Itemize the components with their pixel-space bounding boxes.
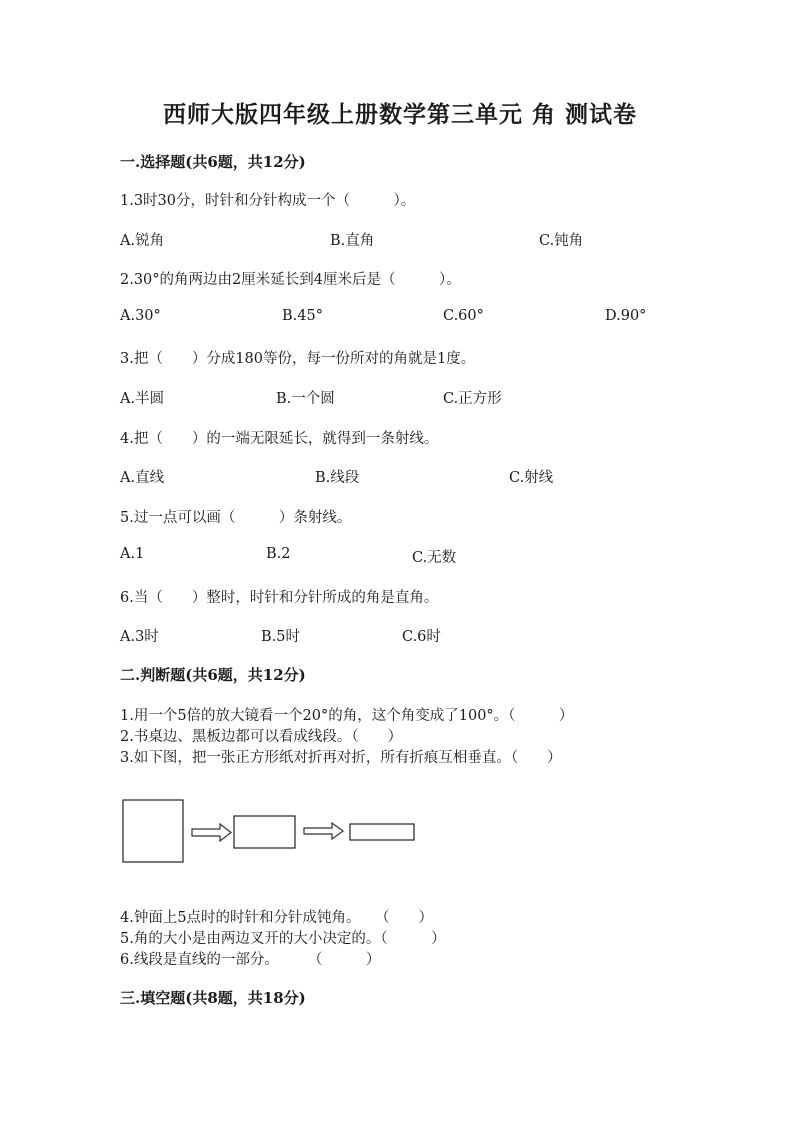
option-a: A.直线 <box>120 470 165 486</box>
option-b: B.线段 <box>315 470 360 486</box>
question-text: 5.过一点可以画（ ）条射线。 <box>120 510 352 526</box>
option-b: B.5时 <box>261 629 300 645</box>
judge-item: 3.如下图，把一张正方形纸对折再对折，所有折痕互相垂直。（ ） <box>120 750 562 766</box>
folded-twice-shape <box>350 824 414 840</box>
question-text: 3.把（ ）分成180等份，每一份所对的角就是1度。 <box>120 351 476 367</box>
option-a: A.1 <box>120 546 145 562</box>
question-text: 1.3时30分，时针和分针构成一个（ ）。 <box>120 193 416 209</box>
judge-item: 6.线段是直线的一部分。 （ ） <box>120 952 381 968</box>
section-heading-fill: 三.填空题(共8题，共18分) <box>120 989 306 1007</box>
judge-item: 4.钟面上5点时的时针和分针成钝角。 （ ） <box>120 910 434 926</box>
square-paper-shape <box>123 800 183 862</box>
judge-item: 5.角的大小是由两边叉开的大小决定的。（ ） <box>120 931 446 947</box>
judge-item: 2.书桌边、黑板边都可以看成线段。（ ） <box>120 729 403 745</box>
option-a: A.锐角 <box>120 233 165 249</box>
page-title: 西师大版四年级上册数学第三单元 角 测试卷 <box>162 101 637 128</box>
judge-item: 1.用一个5倍的放大镜看一个20°的角，这个角变成了100°。（ ） <box>120 708 574 724</box>
option-c: C.正方形 <box>443 391 502 407</box>
option-b: B.2 <box>266 546 291 562</box>
option-a: A.3时 <box>120 629 159 645</box>
option-d: D.90° <box>605 308 647 324</box>
arrow-right-icon <box>304 823 343 839</box>
question-text: 6.当（ ）整时，时针和分针所成的角是直角。 <box>120 590 439 606</box>
option-a: A.30° <box>120 308 161 324</box>
arrow-right-icon <box>192 824 231 841</box>
option-c: C.射线 <box>509 470 554 486</box>
section-heading-judge: 二.判断题(共6题，共12分) <box>120 666 306 684</box>
option-c: C.钝角 <box>539 233 584 249</box>
question-text: 4.把（ ）的一端无限延长，就得到一条射线。 <box>120 431 439 447</box>
option-c: C.无数 <box>412 550 457 566</box>
option-b: B.直角 <box>330 233 375 249</box>
option-a: A.半圆 <box>120 391 165 407</box>
section-heading-choice: 一.选择题(共6题，共12分) <box>120 153 306 171</box>
option-c: C.6时 <box>402 629 441 645</box>
option-b: B.一个圆 <box>276 391 335 407</box>
folded-once-shape <box>234 816 295 848</box>
paper-folding-diagram <box>118 796 428 866</box>
option-c: C.60° <box>443 308 484 324</box>
question-text: 2.30°的角两边由2厘米延长到4厘米后是（ ）。 <box>120 272 461 288</box>
option-b: B.45° <box>282 308 323 324</box>
